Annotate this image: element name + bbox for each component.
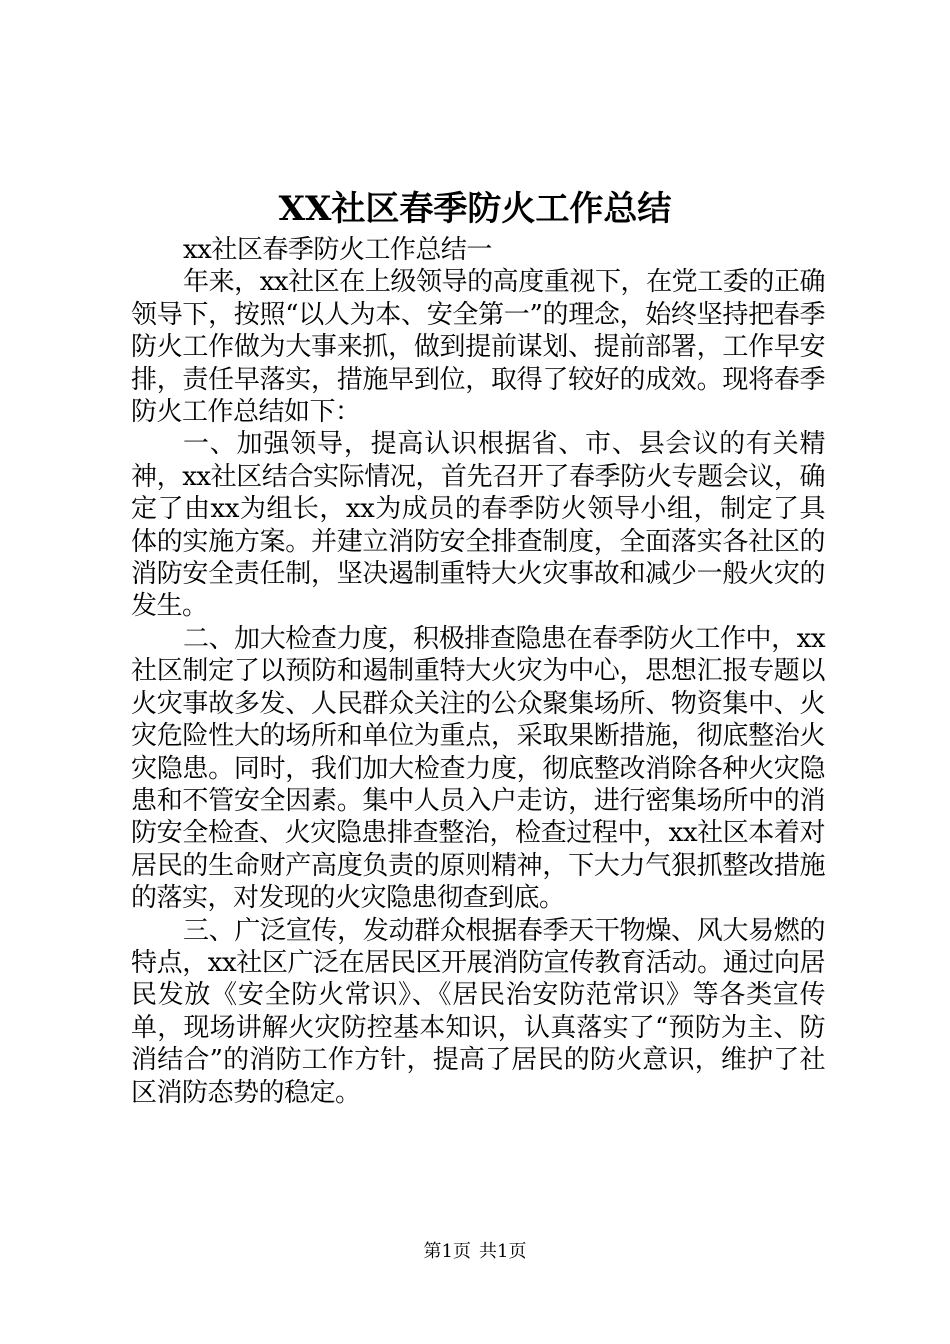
paragraph-section-2: 二、加大检查力度，积极排查隐患在春季防火工作中，xx社区制定了以预防和遏制重特大火灾为中心，思想汇报专题以火灾事故多发、人民群众关注的公众聚集场所、物资集中、火灾危险性大的场所和单位为重点，采取果断措施，彻底整治火灾隐患。同时，我们加大检查力度，彻底整改消除各种火灾隐患和不管安全因素。集中人员入户走访，进行密集场所中的消防安全检查、火灾隐患排查整治，检查过程中，xx社区本着对居民的生命财产高度负责的原则精神，下大力气狠抓整改措施的落实，对发现的火灾隐患彻查到底。 [131,623,825,914]
page-footer [0,1240,950,1264]
paragraph-intro: 年来，xx社区在上级领导的高度重视下，在党工委的正确领导下，按照“以人为本、安全第一”的理念，始终坚持把春季防火工作做为大事来抓，做到提前谋划、提前部署，工作早安排，责任早落实，措施早到位，取得了较好的成效。现将春季防火工作总结如下： [131,267,825,428]
page-number-total: 共1页 [479,1241,527,1262]
page-number-current: 第1页 [423,1241,471,1262]
document-body [131,234,825,1109]
paragraph-section-3: 三、广泛宣传，发动群众根据春季天干物燥、风大易燃的特点，xx社区广泛在居民区开展消防宣传教育活动。通过向居民发放《安全防火常识》、《居民治安防范常识》等各类宣传单，现场讲解火灾防控基本知识，认真落实了“预防为主、防消结合”的消防工作方针，提高了居民的防火意识，维护了社区消防态势的稳定。 [131,915,825,1108]
document-title: XX社区春季防火工作总结 [278,189,672,229]
paragraph-subtitle: xx社区春季防火工作总结一 [183,235,492,265]
paragraph-section-1: 一、加强领导，提高认识根据省、市、县会议的有关精神，xx社区结合实际情况，首先召开了春季防火专题会议，确定了由xx为组长，xx为成员的春季防火领导小组，制定了具体的实施方案。并建立消防安全排查制度，全面落实各社区的消防安全责任制，坚决遏制重特大火灾事故和减少一般火灾的发生。 [131,429,825,622]
